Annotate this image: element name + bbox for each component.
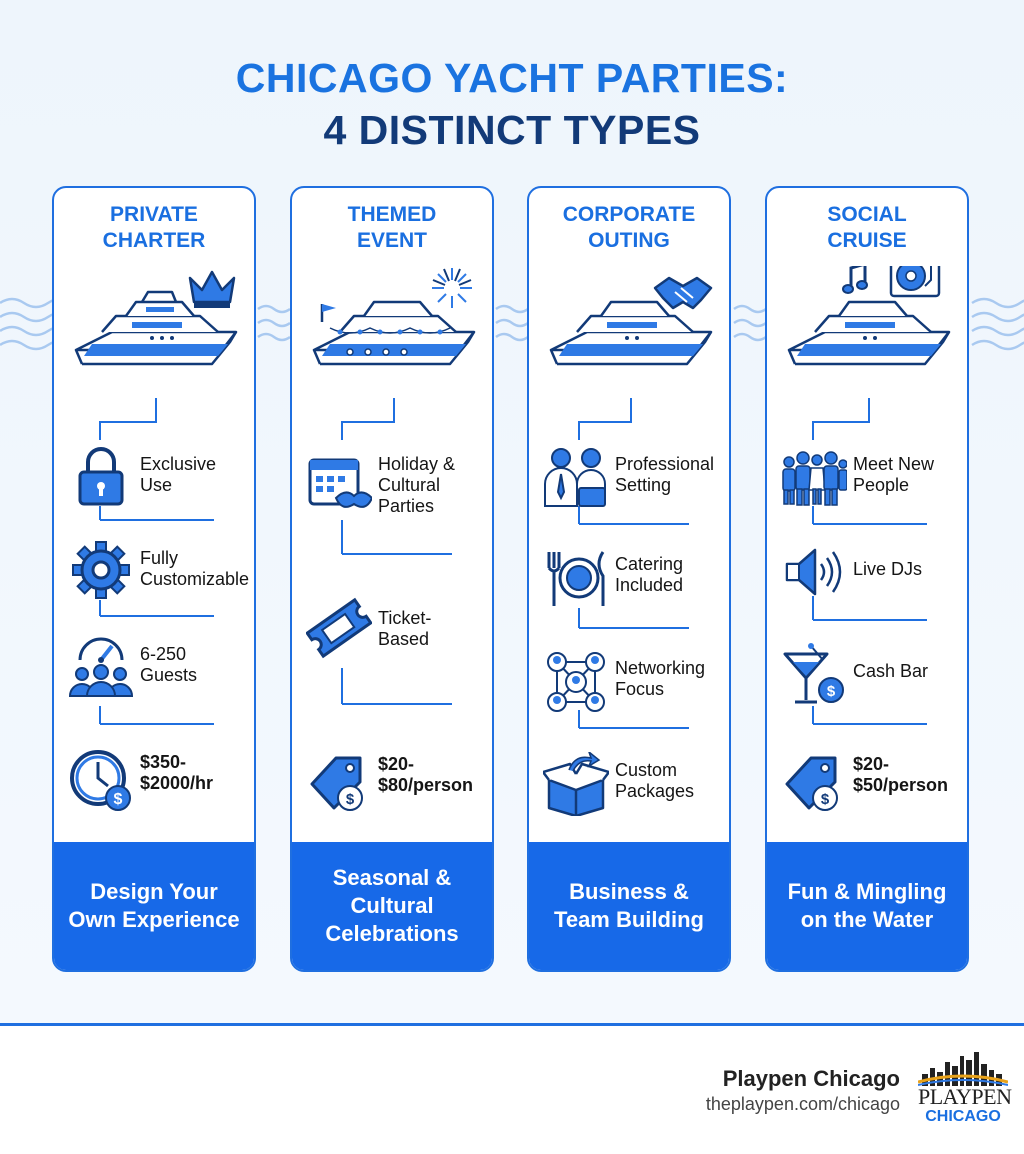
- yacht-icon: [785, 266, 953, 386]
- skyline-icon: [918, 1048, 1008, 1088]
- feature-text-line: Parties: [378, 496, 435, 516]
- feature-price: [54, 740, 254, 820]
- price-tag-icon: [781, 750, 847, 814]
- feature-text-line: Ticket-: [378, 608, 432, 628]
- card-title-line-2: CRUISE: [827, 229, 907, 252]
- feature-text-line: $2000/hr: [140, 773, 214, 793]
- cocktail-icon: [781, 642, 847, 706]
- card-footer-line: on the Water: [800, 907, 934, 932]
- playpen-logo: [918, 1048, 1012, 1132]
- feature-text-line: Holiday &: [378, 454, 456, 474]
- card-footer-line: Own Experience: [68, 907, 240, 932]
- feature-text-line: Meet New: [853, 454, 935, 474]
- feature-holiday-parties: [292, 444, 492, 544]
- feature-text-line: Cash Bar: [853, 661, 929, 681]
- feature-exclusive-use: [54, 436, 254, 516]
- feature-meet-new-people: [767, 436, 967, 516]
- card-footer-line: Cultural: [350, 893, 434, 918]
- feature-guests: [54, 626, 254, 706]
- svg-text:$: $: [113, 791, 123, 808]
- card-corporate-outing: [527, 186, 731, 972]
- feature-text-line: Networking: [615, 658, 706, 678]
- svg-text:$: $: [820, 791, 830, 808]
- network-icon: [543, 650, 609, 714]
- fireworks-icon: [432, 268, 472, 308]
- feature-text-line: Guests: [140, 665, 198, 685]
- card-footer: [529, 842, 729, 970]
- plate-cutlery-icon: [543, 546, 609, 610]
- card-title-line-1: PRIVATE: [110, 203, 198, 226]
- feature-text-line: $80/person: [378, 775, 474, 795]
- svg-text:$: $: [826, 683, 836, 700]
- feature-text-line: People: [853, 475, 910, 495]
- yacht-icon: [310, 266, 478, 386]
- title-line-1: CHICAGO YACHT PARTIES:: [235, 55, 789, 101]
- card-footer-line: Design Your: [90, 879, 218, 904]
- card-title-line-2: EVENT: [356, 229, 427, 252]
- card-footer: [292, 842, 492, 970]
- card-title: [529, 202, 729, 254]
- crown-icon: [190, 272, 234, 308]
- feature-text-line: $50/person: [853, 775, 949, 795]
- guests-gauge-icon: [68, 634, 134, 698]
- card-title-line-2: OUTING: [588, 229, 670, 252]
- logo-subtitle: CHICAGO: [925, 1108, 1001, 1125]
- turntable-icon: [891, 266, 939, 296]
- feature-text-line: Use: [140, 475, 173, 495]
- card-title-line-1: SOCIAL: [827, 203, 907, 226]
- feature-text-line: Professional: [615, 454, 715, 474]
- feature-networking: [529, 642, 729, 722]
- feature-text-line: Included: [615, 575, 684, 595]
- ticket-icon: [306, 596, 372, 660]
- feature-price: [767, 742, 967, 822]
- card-title: [292, 202, 492, 254]
- lock-icon: [68, 444, 134, 508]
- card-footer-line: Team Building: [554, 907, 704, 932]
- feature-custom-packages: [529, 744, 729, 824]
- svg-text:$: $: [345, 791, 355, 808]
- feature-text-line: $20-: [378, 754, 415, 774]
- page-title: [0, 52, 1024, 156]
- feature-cash-bar: [767, 634, 967, 714]
- feature-text-line: Based: [378, 629, 430, 649]
- package-icon: [543, 752, 609, 816]
- feature-fully-customizable: [54, 530, 254, 610]
- brand-url-link[interactable]: theplaypen.com/chicago: [705, 1094, 900, 1114]
- card-footer-line: Business &: [569, 879, 689, 904]
- price-tag-icon: [306, 750, 372, 814]
- card-title-line-2: CHARTER: [102, 229, 206, 252]
- feature-text-line: $350-: [140, 752, 187, 772]
- feature-text-line: Fully: [140, 548, 179, 568]
- yacht-icon: [72, 266, 240, 386]
- feature-text-line: Focus: [615, 679, 665, 699]
- card-footer: [54, 842, 254, 970]
- feature-text-line: Customizable: [140, 569, 250, 589]
- feature-professional-setting: [529, 436, 729, 516]
- feature-ticket-based: [292, 588, 492, 668]
- card-title-line-1: CORPORATE: [562, 203, 696, 226]
- card-title-line-1: THEMED: [347, 203, 437, 226]
- feature-text-line: Live DJs: [853, 559, 923, 579]
- feature-price: [292, 742, 492, 822]
- logo-wordmark: PLAYPEN: [918, 1084, 1012, 1109]
- feature-catering: [529, 538, 729, 618]
- calendar-mask-icon: [306, 452, 372, 516]
- brand-block: [706, 1066, 900, 1116]
- brand-name: Playpen Chicago: [722, 1066, 900, 1091]
- feature-text-line: Catering: [615, 554, 684, 574]
- clock-dollar-icon: [68, 748, 134, 812]
- card-footer-line: Fun & Mingling: [787, 879, 947, 904]
- title-line-2: 4 DISTINCT TYPES: [323, 107, 701, 153]
- card-social-cruise: [765, 186, 969, 972]
- handshake-icon: [655, 278, 711, 308]
- yacht-icon: [547, 266, 715, 386]
- card-footer: [767, 842, 967, 970]
- feature-text-line: 6-250: [140, 644, 187, 664]
- feature-text-line: $20-: [853, 754, 890, 774]
- music-note-icon: [843, 266, 867, 293]
- gear-icon: [68, 538, 134, 602]
- crowd-icon: [781, 444, 847, 508]
- card-private-charter: [52, 186, 256, 972]
- card-footer-line: Seasonal &: [332, 865, 452, 890]
- feature-text-line: Setting: [615, 475, 672, 495]
- speaker-icon: [781, 540, 847, 604]
- feature-text-line: Custom: [615, 760, 678, 780]
- feature-text-line: Cultural: [378, 475, 441, 495]
- feature-live-djs: [767, 532, 967, 612]
- card-themed-event: [290, 186, 494, 972]
- feature-text-line: Exclusive: [140, 454, 217, 474]
- card-footer-line: Celebrations: [325, 921, 459, 946]
- professionals-icon: [543, 444, 609, 508]
- card-title: [767, 202, 967, 254]
- feature-text-line: Packages: [615, 781, 695, 801]
- card-title: [54, 202, 254, 254]
